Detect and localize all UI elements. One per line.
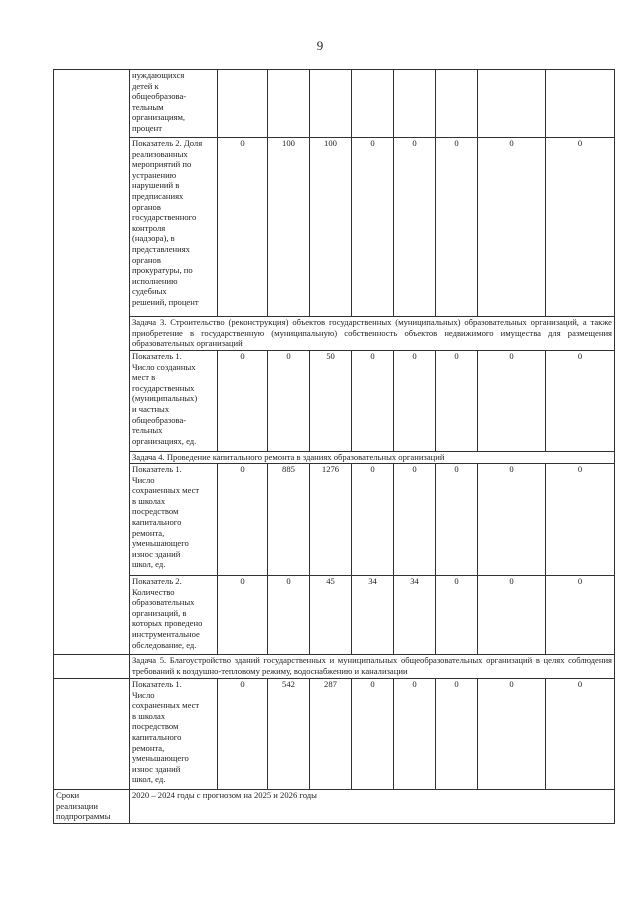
page-number: 9 — [316, 38, 324, 53]
indicator-value-cell: 1276 — [310, 464, 352, 576]
indicator-value-cell: 0 — [268, 351, 310, 452]
indicator-label: Показатель 2. Количество образовательных организаций, в которых проведено инструментальное обследование, ед. — [130, 576, 218, 655]
indicator-value-cell: 0 — [546, 679, 615, 790]
indicator-value-cell — [394, 70, 436, 138]
indicator-value-cell: 34 — [352, 576, 394, 655]
indicator-label: Показатель 1. Число сохраненных мест в школах посредством капитального ремонта, уменьшающего износ зданий школ, ед. — [130, 464, 218, 576]
indicator-value-cell: 0 — [546, 576, 615, 655]
indicator-value-cell: 0 — [352, 351, 394, 452]
timeline-row — [54, 790, 615, 824]
indicator-value-cell: 0 — [218, 576, 268, 655]
indicator-value-cell: 0 — [352, 679, 394, 790]
indicator-value-cell: 0 — [478, 464, 546, 576]
indicator-value-cell: 0 — [394, 351, 436, 452]
indicator-row — [54, 576, 615, 655]
indicator-value-cell — [218, 70, 268, 138]
timeline-label: Сроки реализации подпрограммы — [54, 790, 130, 824]
task-row — [54, 317, 615, 351]
indicator-value-cell: 0 — [352, 464, 394, 576]
indicator-value-cell: 0 — [546, 138, 615, 317]
indicator-value-cell — [268, 70, 310, 138]
indicator-row — [54, 138, 615, 317]
indicator-value-cell: 0 — [218, 351, 268, 452]
task-5: Задача 5. Благоустройство зданий государственных и муниципальных общеобразовательных организаций в целях соблюдения требований к воздушно-тепловому режиму, водоснабжению и канализации — [130, 655, 615, 679]
indicator-row — [54, 70, 615, 138]
indicator-value-cell: 34 — [394, 576, 436, 655]
task-row — [54, 655, 615, 679]
task-row — [54, 452, 615, 464]
indicator-value-cell: 50 — [310, 351, 352, 452]
indicator-value-cell: 0 — [218, 679, 268, 790]
empty-left-cell — [54, 679, 130, 790]
indicator-row — [54, 464, 615, 576]
empty-left-cell — [54, 70, 130, 655]
indicator-label: Показатель 2. Доля реализованных мероприятий по устранению нарушений в предписаниях органов государственного контроля (надзора), в представлениях органов прокуратуры, по исполнению судебных решений, процент — [130, 138, 218, 317]
indicator-value-cell: 0 — [394, 464, 436, 576]
indicator-value-cell: 0 — [436, 679, 478, 790]
task-3: Задача 3. Строительство (реконструкция) объектов государственных (муниципальных) образовательных организаций, а также приобретение в государственную (муниципальную) собственность объектов недвижимого имущества для размещения образовательных организаций — [130, 317, 615, 351]
indicator-value-cell: 0 — [394, 679, 436, 790]
empty-left-cell — [54, 655, 130, 679]
indicator-value-cell: 885 — [268, 464, 310, 576]
indicator-value-cell: 0 — [546, 464, 615, 576]
indicator-value-cell: 0 — [546, 351, 615, 452]
indicator-value-cell — [436, 70, 478, 138]
indicator-value-cell: 100 — [268, 138, 310, 317]
indicator-value-cell: 0 — [268, 576, 310, 655]
indicator-value-cell: 0 — [436, 464, 478, 576]
indicator-value-cell: 0 — [478, 576, 546, 655]
indicator-value-cell: 0 — [436, 351, 478, 452]
indicator-value-cell — [310, 70, 352, 138]
indicator-value-cell: 0 — [436, 576, 478, 655]
subprogram-indicators-table — [53, 69, 615, 824]
indicator-row — [54, 351, 615, 452]
indicator-value-cell: 0 — [218, 138, 268, 317]
indicator-value-cell: 0 — [394, 138, 436, 317]
indicator-label: нуждающихся детей к общеобразова- тельным организациям, процент — [130, 70, 218, 138]
indicator-row — [54, 679, 615, 790]
indicator-value-cell — [352, 70, 394, 138]
indicator-value-cell: 45 — [310, 576, 352, 655]
indicator-value-cell — [478, 70, 546, 138]
timeline-value: 2020 – 2024 годы с прогнозом на 2025 и 2026 годы — [130, 790, 615, 824]
indicator-label: Показатель 1. Число созданных мест в государственных (муниципальных) и частных общеобразова- тельных организациях, ед. — [130, 351, 218, 452]
indicator-value-cell: 287 — [310, 679, 352, 790]
indicator-label: Показатель 1. Число сохраненных мест в школах посредством капитального ремонта, уменьшающего износ зданий школ, ед. — [130, 679, 218, 790]
indicator-value-cell: 0 — [478, 351, 546, 452]
indicator-value-cell — [546, 70, 615, 138]
indicator-value-cell: 0 — [218, 464, 268, 576]
indicator-value-cell: 0 — [478, 138, 546, 317]
task-4: Задача 4. Проведение капитального ремонта в зданиях образовательных организаций — [130, 452, 615, 464]
indicator-value-cell: 100 — [310, 138, 352, 317]
indicator-value-cell: 542 — [268, 679, 310, 790]
indicator-value-cell: 0 — [352, 138, 394, 317]
indicator-value-cell: 0 — [478, 679, 546, 790]
indicator-value-cell: 0 — [436, 138, 478, 317]
